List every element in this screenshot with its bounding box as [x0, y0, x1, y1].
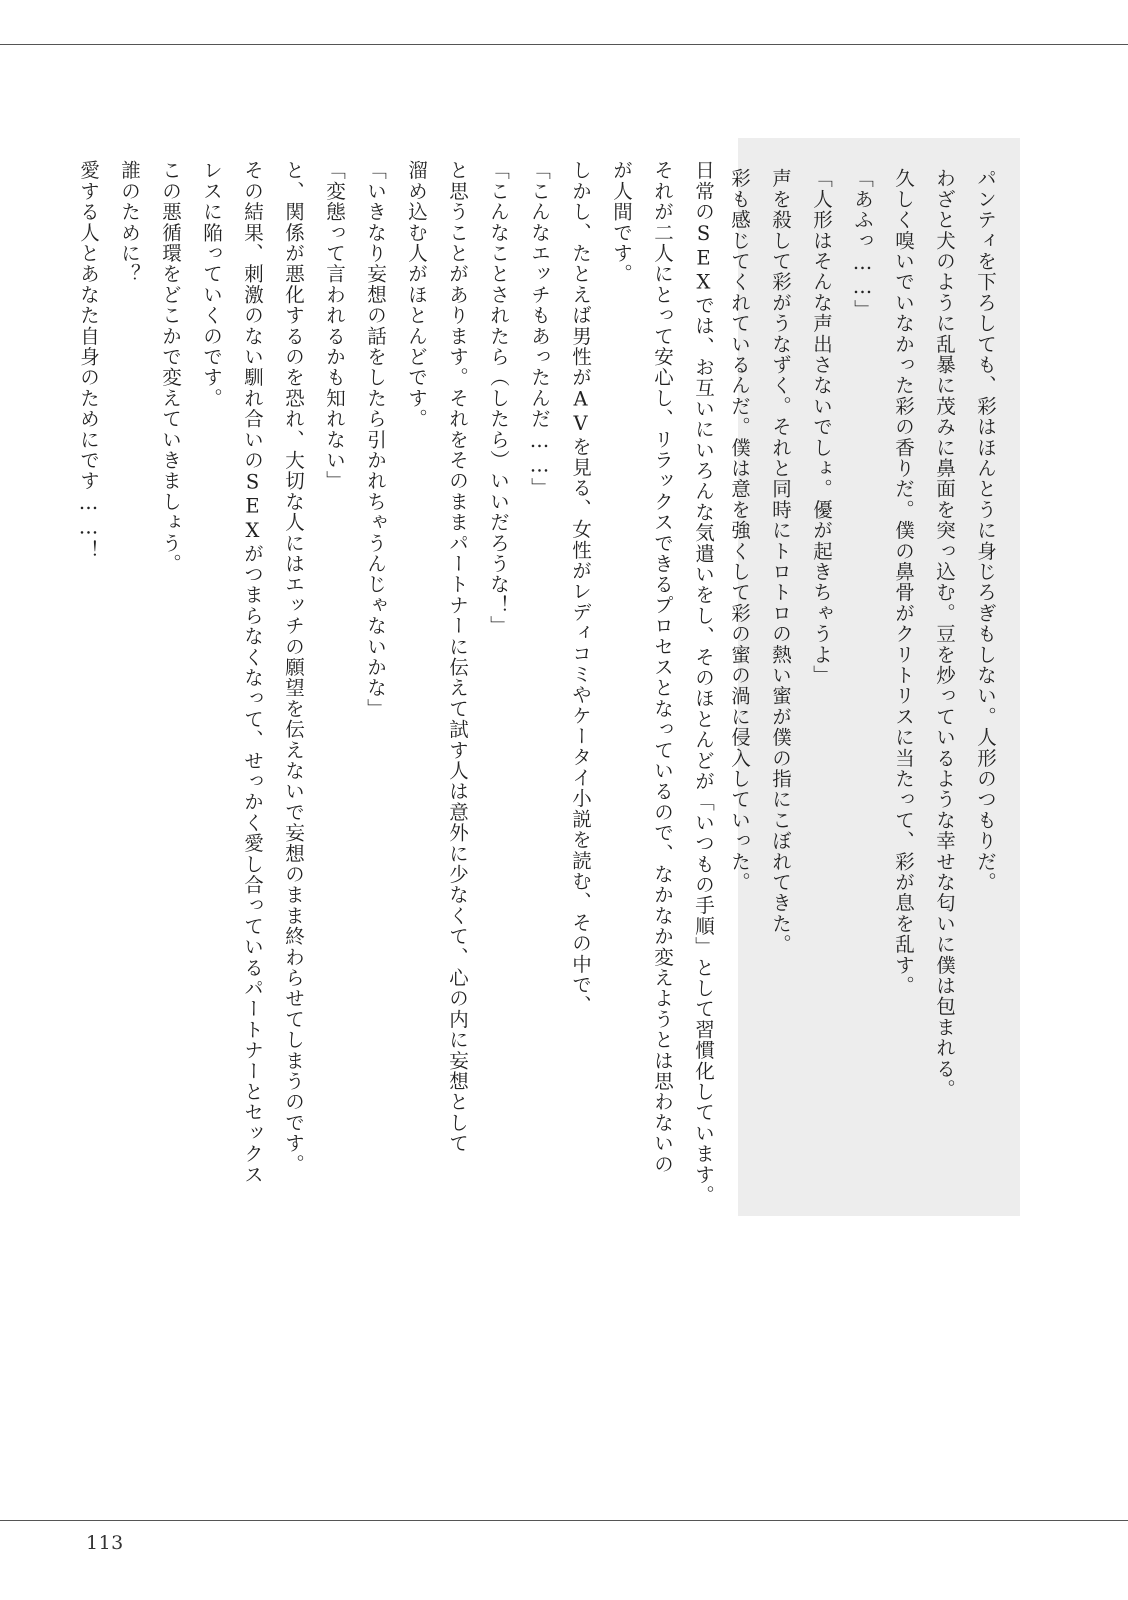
- page-number: 113: [86, 1532, 124, 1554]
- bottom-rule: [0, 1520, 1128, 1521]
- excerpt-line: 「人形はそんな声出さないでしょ。優が起きちゃうよ」: [810, 168, 833, 686]
- body-line: 愛する人とあなた自身のためにです……！: [77, 160, 100, 561]
- body-line: それが二人にとって安心し、リラックスできるプロセスとなっているので、なかなか変えようとは思わないの: [651, 160, 674, 1175]
- body-line: 「変態って言われるかも知れない」: [323, 160, 346, 492]
- story-excerpt-text: [719, 168, 1006, 1100]
- body-text: [68, 160, 724, 1206]
- body-line: 誰のために？: [118, 160, 141, 285]
- story-excerpt-box: [728, 138, 1020, 1216]
- top-rule: [0, 44, 1128, 45]
- body-line: が人間です。: [610, 160, 633, 285]
- body-line: しかし、たとえば男性がAVを見る、女性がレディコミやケータイ小説を読む、その中で、: [569, 160, 592, 1016]
- body-line: 溜め込む人がほとんどです。: [405, 160, 428, 430]
- excerpt-line: 彩も感じてくれているんだ。僕は意を強くして彩の蜜の渦に侵入していった。: [728, 168, 751, 893]
- excerpt-line: 声を殺して彩がうなずく。それと同時にトロトロの熱い蜜が僕の指にこぼれてきた。: [769, 168, 792, 955]
- body-line: 「こんなことされたら（したら）いいだろうな！」: [487, 160, 510, 637]
- body-line: と、関係が悪化するのを恐れ、大切な人にはエッチの願望を伝えないで妄想のまま終わらせてしまうのです。: [282, 160, 305, 1175]
- body-line: と思うことがあります。それをそのままパートナーに伝えて試す人は意外に少なくて、心の内に妄想として: [446, 160, 469, 1154]
- body-line: その結果、刺激のない馴れ合いのSEXがつまらなくなって、せっかく愛し合っているパートナーとセックス: [241, 160, 264, 1185]
- excerpt-line: 久しく嗅いでいなかった彩の香りだ。僕の鼻骨がクリトリスに当たって、彩が息を乱す。: [892, 168, 915, 996]
- body-line: レスに陥っていくのです。: [200, 160, 223, 409]
- body-line: 「いきなり妄想の話をしたら引かれちゃうんじゃないかな」: [364, 160, 387, 719]
- excerpt-line: パンティを下ろしても、彩はほんとうに身じろぎもしない。人形のつもりだ。: [974, 168, 997, 893]
- body-line: 「こんなエッチもあったんだ……」: [528, 160, 551, 499]
- body-line: この悪循環をどこかで変えていきましょう。: [159, 160, 182, 574]
- excerpt-line: 「あふっ……」: [851, 168, 874, 320]
- excerpt-line: わざと犬のように乱暴に茂みに鼻面を突っ込む。豆を炒っているような幸せな匂いに僕は包まれる。: [933, 168, 956, 1100]
- body-line: 日常のSEXでは、お互いにいろんな気遣いをし、そのほとんどが「いつもの手順」として習慣化しています。: [692, 160, 715, 1206]
